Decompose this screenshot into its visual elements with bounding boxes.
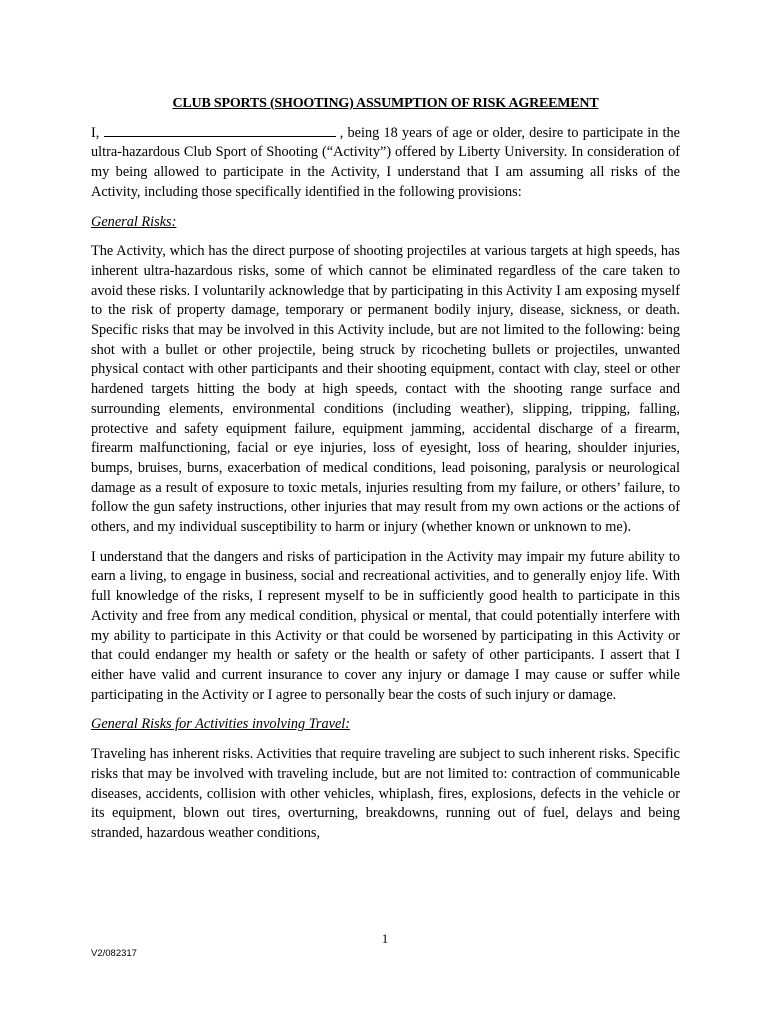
intro-text: , being 18 years of age or older, desire to participate in the ultra-hazardous Club Sport of Shooting (“Activity”) offered by Liberty University. In consideration of my being allowed to participate in the Activity, I understand that I am assuming all risks of the Activity, including those specifically identified in the following provisions: <box>91 124 681 200</box>
paragraph-travel-risks: Traveling has inherent risks. Activities that require traveling are subject to such inherent risks. Specific risks that may be involved with traveling include, but are not limited to: contraction of communicable diseases, accidents, collision with other vehicles, whiplash, fires, explosions, defects in the vehicle or its equipment, blown out tires, overturning, breakdowns, running out of fuel, delays and being stranded, hazardous weather conditions, <box>91 746 680 841</box>
paragraph-dangers: I understand that the dangers and risks of participation in the Activity may impair my future ability to earn a living, to engage in business, social and recreational activities, and to generally enjoy life. With full knowledge of the risks, I represent myself to be in sufficiently good health to participate in this Activity and free from any medical condition, physical or mental, that could potentially interfere with my ability to participate in this Activity or that could be worsened by participating in this Activity or that could endanger my health or safety or the health or safety of other participants. I assert that I either have valid and current insurance to cover any injury or damage I may cause or suffer while participating in the Activity or I agree to personally bear the costs of such injury or damage. <box>91 548 680 703</box>
heading-general-risks: General Risks: <box>91 213 177 230</box>
paragraph-general-risks: The Activity, which has the direct purpose of shooting projectiles at various targets at high speeds, has inherent ultra-hazardous risks, some of which cannot be eliminated regardless of the care taken to avoid these risks. I voluntarily acknowledge that by participating in this Activity I am exposing myself to the risk of property damage, temporary or permanent bodily injury, disease, sickness, or death. Specific risks that may be involved in this Activity include, but are not limited to the following: being shot with a bullet or other projectile, being struck by ricocheting bullets or projectiles, unwanted physical contact with other participants and their shooting equipment, contact with clay, steel or other hardened targets hitting the body at high speeds, contact with the shooting range surface and surrounding elements, environmental conditions (including weather), slipping, tripping, falling, protective and safety equipment failure, equipment jamming, accidental discharge of a firearm, firearm malfunctioning, facial or eye injuries, loss of eyesight, loss of hearing, shoulder injuries, bumps, bruises, burns, exacerbation of medical conditions, lead poisoning, paralysis or neurological damage as a result of exposure to toxic metals, injuries resulting from my failure, or others’ failure, to follow the gun safety instructions, other injuries that may result from my own actions or the actions of others, and my individual susceptibility to harm or injury (whether known or unknown to me). <box>91 243 680 536</box>
page-number: 1 <box>381 931 389 946</box>
document-body <box>91 94 680 854</box>
version-label: V2/082317 <box>91 948 137 959</box>
intro-paragraph <box>91 124 680 203</box>
name-blank-line[interactable] <box>104 124 336 137</box>
heading-travel-risks: General Risks for Activities involving Travel: <box>91 716 351 733</box>
document-title: CLUB SPORTS (SHOOTING) ASSUMPTION OF RISK AGREEMENT <box>172 96 599 111</box>
intro-prefix: I, <box>91 124 100 141</box>
